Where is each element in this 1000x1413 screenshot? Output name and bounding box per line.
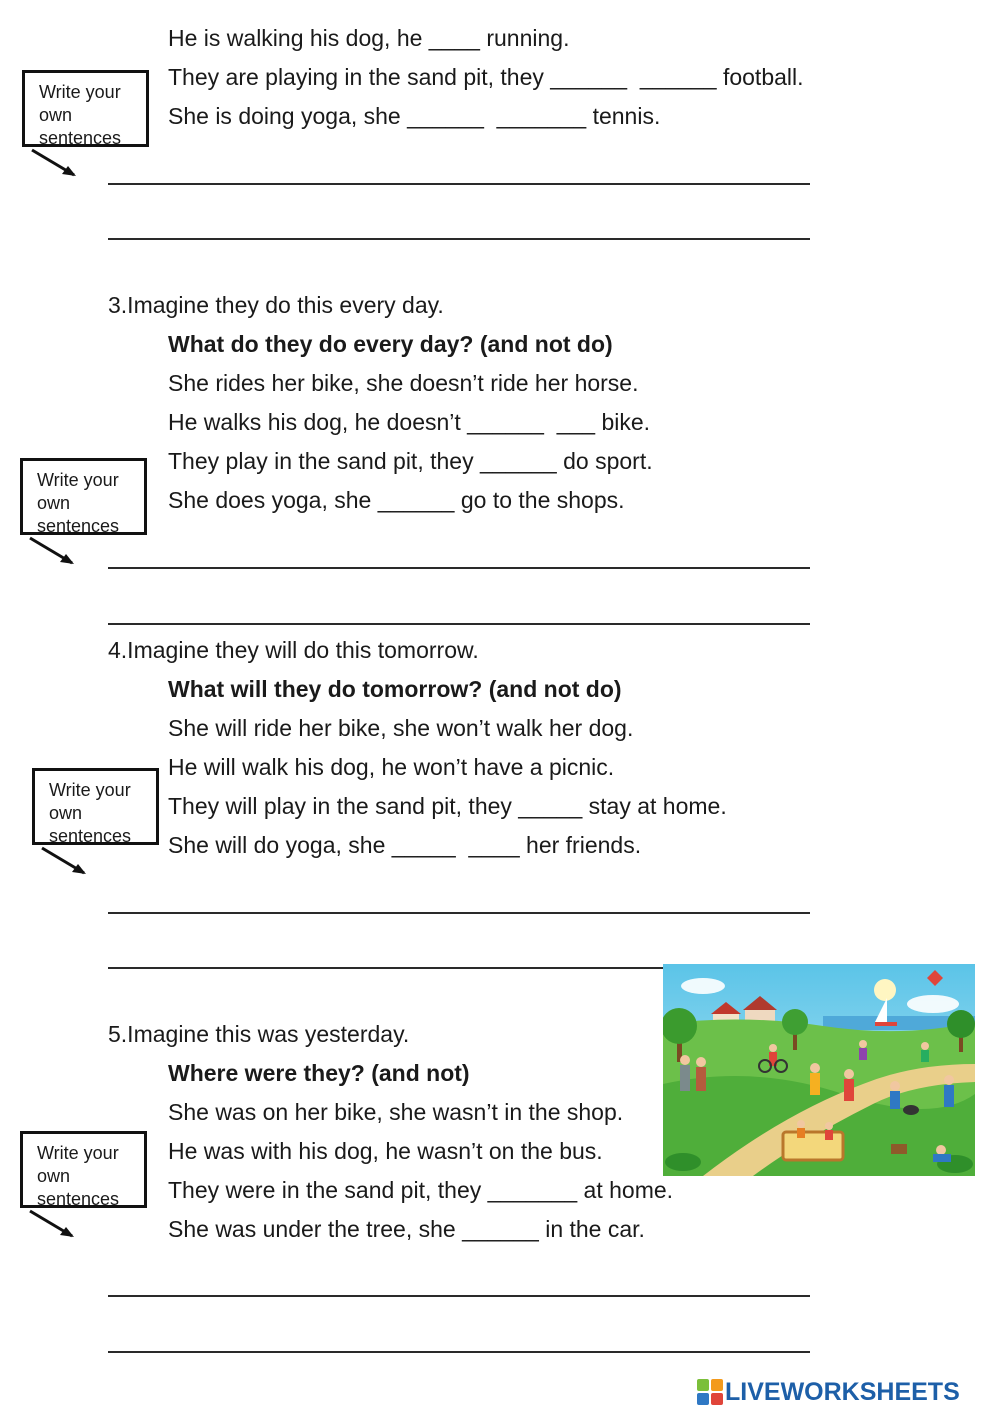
callout-pointer-icon (20, 1131, 154, 1241)
section-question: What do they do every day? (and not do) (168, 331, 613, 357)
callout-text-line: own (37, 493, 71, 513)
callout-text-line: own (49, 803, 83, 823)
callout-text-line: Write your (37, 470, 119, 490)
exercise-line: He will walk his dog, he won’t have a picnic. (168, 754, 615, 780)
exercise-line: She will ride her bike, she won’t walk her dog. (168, 715, 634, 741)
section-question: What will they do tomorrow? (and not do) (168, 676, 622, 702)
exercise-line: He walks his dog, he doesn’t ______ ___ bike. (168, 409, 651, 435)
tree-icon (947, 1010, 975, 1038)
callout-text-line: Write your (37, 1143, 119, 1163)
section-heading: 5.Imagine this was yesterday. (108, 1021, 410, 1047)
exercise-line: She rides her bike, she doesn’t ride her horse. (168, 370, 639, 396)
exercise-line: She is doing yoga, she ______ _______ tennis. (168, 103, 661, 129)
section-heading: 4.Imagine they will do this tomorrow. (108, 637, 479, 663)
callout-text-line: sentences (39, 128, 122, 148)
dog-icon (903, 1105, 919, 1115)
liveworksheets-logo (697, 1377, 960, 1407)
callout-text-line: Write your (39, 82, 121, 102)
exercise-line: They are playing in the sand pit, they ______ ______ football. (168, 64, 804, 90)
answer-line[interactable] (108, 1351, 810, 1353)
answer-line[interactable] (108, 238, 810, 240)
exercise-line: She was on her bike, she wasn’t in the shop. (168, 1099, 624, 1125)
callout-pointer-icon (32, 768, 166, 878)
sun-icon (874, 979, 896, 1001)
write-your-own-callout (20, 1131, 154, 1215)
write-your-own-callout (32, 768, 166, 852)
exercise-line: He is walking his dog, he ____ running. (168, 25, 570, 51)
exercise-line: She will do yoga, she _____ ____ her friends. (168, 832, 642, 858)
section-question: Where were they? (and not) (168, 1060, 470, 1086)
write-your-own-callout (22, 70, 156, 154)
write-your-own-callout (20, 458, 154, 542)
sandpit-icon (783, 1132, 843, 1160)
exercise-line: She does yoga, she ______ go to the shops. (168, 487, 625, 513)
callout-pointer-icon (22, 70, 156, 180)
section-heading: 3.Imagine they do this every day. (108, 292, 444, 318)
exercise-line: She was under the tree, she ______ in the car. (168, 1216, 645, 1242)
logo-tiles-icon (697, 1379, 723, 1405)
callout-text-line: sentences (37, 1189, 120, 1209)
answer-line[interactable] (108, 1295, 810, 1297)
answer-line[interactable] (108, 183, 810, 185)
logo-text: LIVEWORKSHEETS (725, 1377, 960, 1406)
callout-text-line: sentences (49, 826, 132, 846)
callout-text-line: own (39, 105, 73, 125)
park-illustration (663, 964, 975, 1176)
callout-text-line: own (37, 1166, 71, 1186)
callout-text-line: sentences (37, 516, 120, 536)
answer-line[interactable] (108, 912, 810, 914)
callout-text-line: Write your (49, 780, 131, 800)
exercise-line: He was with his dog, he wasn’t on the bus. (168, 1138, 603, 1164)
picnic-basket-icon (891, 1144, 907, 1154)
exercise-line: They play in the sand pit, they ______ do sport. (168, 448, 653, 474)
exercise-line: They will play in the sand pit, they _____ stay at home. (168, 793, 727, 819)
exercise-line: They were in the sand pit, they _______ at home. (168, 1177, 674, 1203)
answer-line[interactable] (108, 567, 810, 569)
answer-line[interactable] (108, 623, 810, 625)
callout-pointer-icon (20, 458, 154, 568)
tree-icon (782, 1009, 808, 1035)
